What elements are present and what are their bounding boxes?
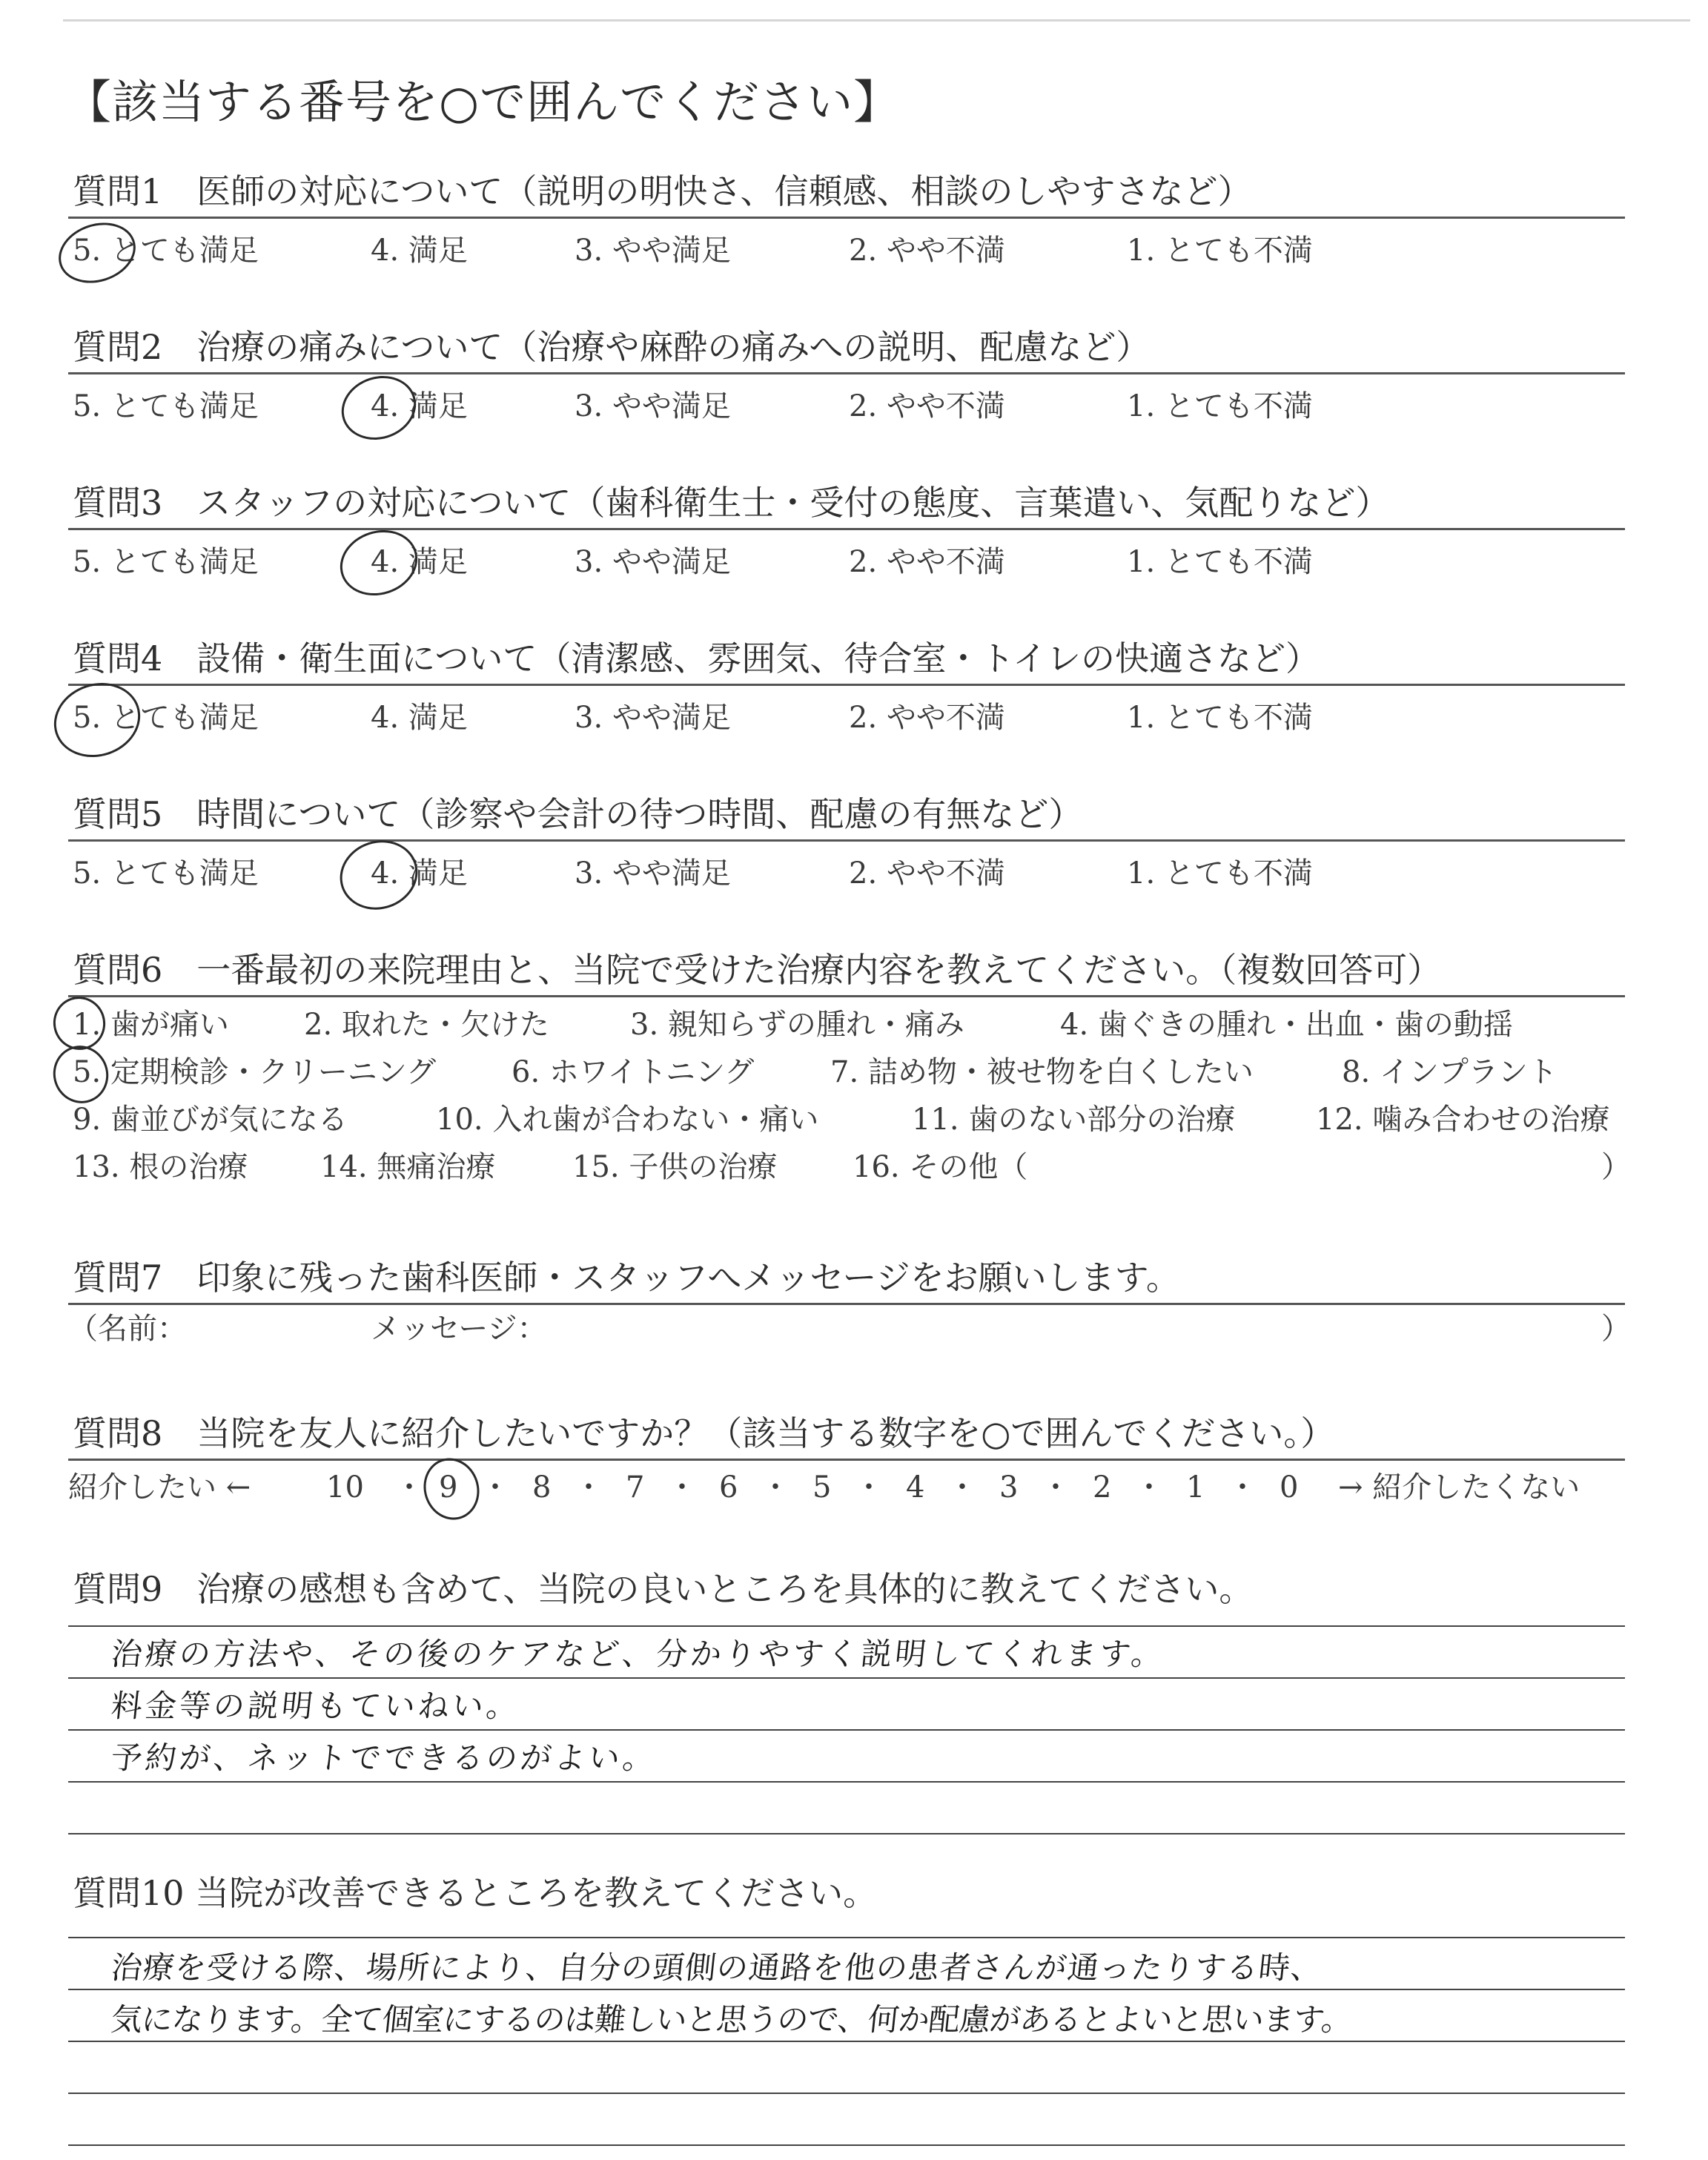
q3-title: 質問3 スタッフの対応について（歯科衛生士・受付の態度、言葉遣い、気配りなど）: [73, 483, 1390, 523]
q2-selection-circle: [334, 366, 425, 449]
q6-option-4[interactable]: 4. 歯ぐきの腫れ・出血・歯の動揺: [1060, 1008, 1513, 1042]
q9-writing-line: [68, 1729, 1625, 1731]
scan-top-edge: [63, 19, 1690, 22]
q3-option-3[interactable]: 3. やや満足: [575, 545, 731, 579]
q4-rule: [68, 684, 1625, 686]
q3-selection-circle: [331, 521, 426, 606]
q6-option-15[interactable]: 15. 子供の治療: [572, 1150, 778, 1184]
q8-score-10[interactable]: 10: [326, 1470, 364, 1505]
q7-close-paren: ）: [1601, 1312, 1631, 1346]
q6-option-7[interactable]: 7. 詰め物・被せ物を白くしたい: [830, 1055, 1254, 1089]
q8-score-8[interactable]: 8: [532, 1470, 552, 1505]
q9-writing-line: [68, 1833, 1625, 1834]
q5-option-4[interactable]: 4. 満足: [371, 856, 468, 891]
q6-option-11[interactable]: 11. 歯のない部分の治療: [912, 1103, 1236, 1137]
q1-option-3[interactable]: 3. やや満足: [575, 234, 731, 268]
q10-title: 質問10 当院が改善できるところを教えてください。: [73, 1873, 878, 1913]
q6-option-8[interactable]: 8. インプラント: [1342, 1055, 1558, 1089]
q6-option-10[interactable]: 10. 入れ歯が合わない・痛い: [436, 1103, 819, 1137]
q8-separator: ・: [394, 1470, 424, 1505]
q4-option-3[interactable]: 3. やや満足: [575, 701, 731, 735]
q1-option-4[interactable]: 4. 満足: [371, 234, 468, 268]
q2-option-1[interactable]: 1. とても不満: [1127, 389, 1313, 423]
q6-option-6[interactable]: 6. ホワイトニング: [512, 1055, 755, 1089]
q5-title: 質問5 時間について（診察や会計の待つ時間、配慮の有無など）: [73, 794, 1083, 834]
q6-option-13[interactable]: 13. 根の治療: [73, 1150, 248, 1184]
q4-option-1[interactable]: 1. とても不満: [1127, 701, 1313, 735]
q9-answer-line-3: 予約が、ネットでできるのがよい。: [109, 1740, 659, 1776]
q8-separator: ・: [1134, 1470, 1164, 1505]
q10-answer-line-1: 治療を受ける際、場所により、自分の頭側の通路を他の患者さんが通ったりする時、: [109, 1949, 1325, 1986]
q6-option-16[interactable]: 16. その他（: [853, 1150, 1028, 1184]
q10-writing-line: [68, 2041, 1625, 2042]
q8-separator: ・: [1228, 1470, 1257, 1505]
q8-score-6[interactable]: 6: [719, 1470, 738, 1505]
q1-title: 質問1 医師の対応について（説明の明快さ、信頼感、相談のしやすさなど）: [73, 171, 1252, 211]
q3-option-5[interactable]: 5. とても満足: [73, 545, 259, 579]
q8-score-7[interactable]: 7: [626, 1470, 645, 1505]
q1-option-5[interactable]: 5. とても満足: [73, 234, 259, 268]
q1-option-2[interactable]: 2. やや不満: [849, 234, 1005, 268]
q6-option-12[interactable]: 12. 噛み合わせの治療: [1316, 1103, 1610, 1137]
q9-writing-line: [68, 1625, 1625, 1627]
q5-selection-circle: [331, 830, 426, 919]
q9-title: 質問9 治療の感想も含めて、当院の良いところを具体的に教えてください。: [73, 1569, 1254, 1609]
q4-option-4[interactable]: 4. 満足: [371, 701, 468, 735]
q6-option-5[interactable]: 5. 定期検診・クリーニング: [73, 1055, 437, 1089]
q6-option-1[interactable]: 1. 歯が痛い: [73, 1008, 229, 1042]
q2-option-2[interactable]: 2. やや不満: [849, 389, 1005, 423]
q7-rule: [68, 1303, 1625, 1305]
q3-option-1[interactable]: 1. とても不満: [1127, 545, 1313, 579]
q8-separator: ・: [947, 1470, 977, 1505]
q8-selection-circle: [416, 1451, 487, 1527]
q6-selection-circle-5: [46, 1038, 116, 1110]
q10-writing-line: [68, 2093, 1625, 2094]
q8-rule: [68, 1459, 1625, 1461]
q3-option-2[interactable]: 2. やや不満: [849, 545, 1005, 579]
q6-title: 質問6 一番最初の来院理由と、当院で受けた治療内容を教えてください。（複数回答可）: [73, 950, 1442, 990]
q8-separator: ・: [761, 1470, 790, 1505]
q7-name-label: （名前：: [68, 1312, 187, 1346]
q5-option-2[interactable]: 2. やや不満: [849, 856, 1005, 891]
q6-option-14[interactable]: 14. 無痛治療: [320, 1150, 496, 1184]
q8-score-9[interactable]: 9: [439, 1470, 458, 1505]
q8-score-1[interactable]: 1: [1186, 1470, 1205, 1505]
q9-writing-line: [68, 1677, 1625, 1679]
q8-score-5[interactable]: 5: [812, 1470, 832, 1505]
q2-rule: [68, 372, 1625, 374]
q10-answer-line-2: 気になります。全て個室にするのは難しいと思うので、何か配慮があるとよいと思います。: [109, 2001, 1354, 2038]
q8-separator: ・: [667, 1470, 697, 1505]
q10-writing-line: [68, 1937, 1625, 1938]
q4-option-2[interactable]: 2. やや不満: [849, 701, 1005, 735]
q1-selection-circle: [51, 214, 144, 293]
q6-option-9[interactable]: 9. 歯並びが気になる: [73, 1103, 348, 1137]
q6-option-2[interactable]: 2. 取れた・欠けた: [304, 1008, 549, 1042]
q4-option-5[interactable]: 5. とても満足: [73, 701, 259, 735]
q2-title: 質問2 治療の痛みについて（治療や麻酔の痛みへの説明、配慮など）: [73, 327, 1151, 367]
q9-answer-line-1: 治療の方法や、その後のケアなど、分かりやすく説明してくれます。: [109, 1636, 1168, 1672]
q8-title: 質問8 当院を友人に紹介したいですか？（該当する数字を○で囲んでください。）: [73, 1413, 1335, 1453]
q7-message-label: メッセージ：: [371, 1312, 547, 1346]
q10-writing-line: [68, 2144, 1625, 2146]
q1-option-1[interactable]: 1. とても不満: [1127, 234, 1313, 268]
q7-title: 質問7 印象に残った歯科医師・スタッフへメッセージをお願いします。: [73, 1258, 1180, 1298]
q8-left-label: 紹介したい ←: [68, 1470, 251, 1505]
q8-separator: ・: [1041, 1470, 1070, 1505]
q9-answer-line-2: 料金等の説明もていねい。: [109, 1688, 523, 1724]
q4-title: 質問4 設備・衛生面について（清潔感、雰囲気、待合室・トイレの快適さなど）: [73, 638, 1320, 678]
q4-selection-circle: [44, 672, 150, 768]
q2-option-3[interactable]: 3. やや満足: [575, 389, 731, 423]
q6-other-close-paren: ）: [1601, 1150, 1631, 1184]
q10-writing-line: [68, 1989, 1625, 1990]
q5-option-1[interactable]: 1. とても不満: [1127, 856, 1313, 891]
q5-rule: [68, 839, 1625, 842]
q8-right-label: → 紹介したくない: [1338, 1470, 1580, 1505]
q8-score-3[interactable]: 3: [999, 1470, 1019, 1505]
form-heading: 【該当する番号を○で囲んでください】: [65, 75, 901, 129]
q2-option-4[interactable]: 4. 満足: [371, 389, 468, 423]
q8-separator: ・: [574, 1470, 603, 1505]
q3-option-4[interactable]: 4. 満足: [371, 545, 468, 579]
q2-option-5[interactable]: 5. とても満足: [73, 389, 259, 423]
q1-rule: [68, 217, 1625, 219]
q8-score-2[interactable]: 2: [1093, 1470, 1112, 1505]
q9-writing-line: [68, 1781, 1625, 1783]
q8-score-4[interactable]: 4: [906, 1470, 925, 1505]
q8-score-0[interactable]: 0: [1280, 1470, 1299, 1505]
q6-option-3[interactable]: 3. 親知らずの腫れ・痛み: [630, 1008, 964, 1042]
q5-option-3[interactable]: 3. やや満足: [575, 856, 731, 891]
q3-rule: [68, 528, 1625, 530]
q8-separator: ・: [480, 1470, 510, 1505]
q6-rule: [68, 995, 1625, 997]
q8-separator: ・: [854, 1470, 884, 1505]
q5-option-5[interactable]: 5. とても満足: [73, 856, 259, 891]
